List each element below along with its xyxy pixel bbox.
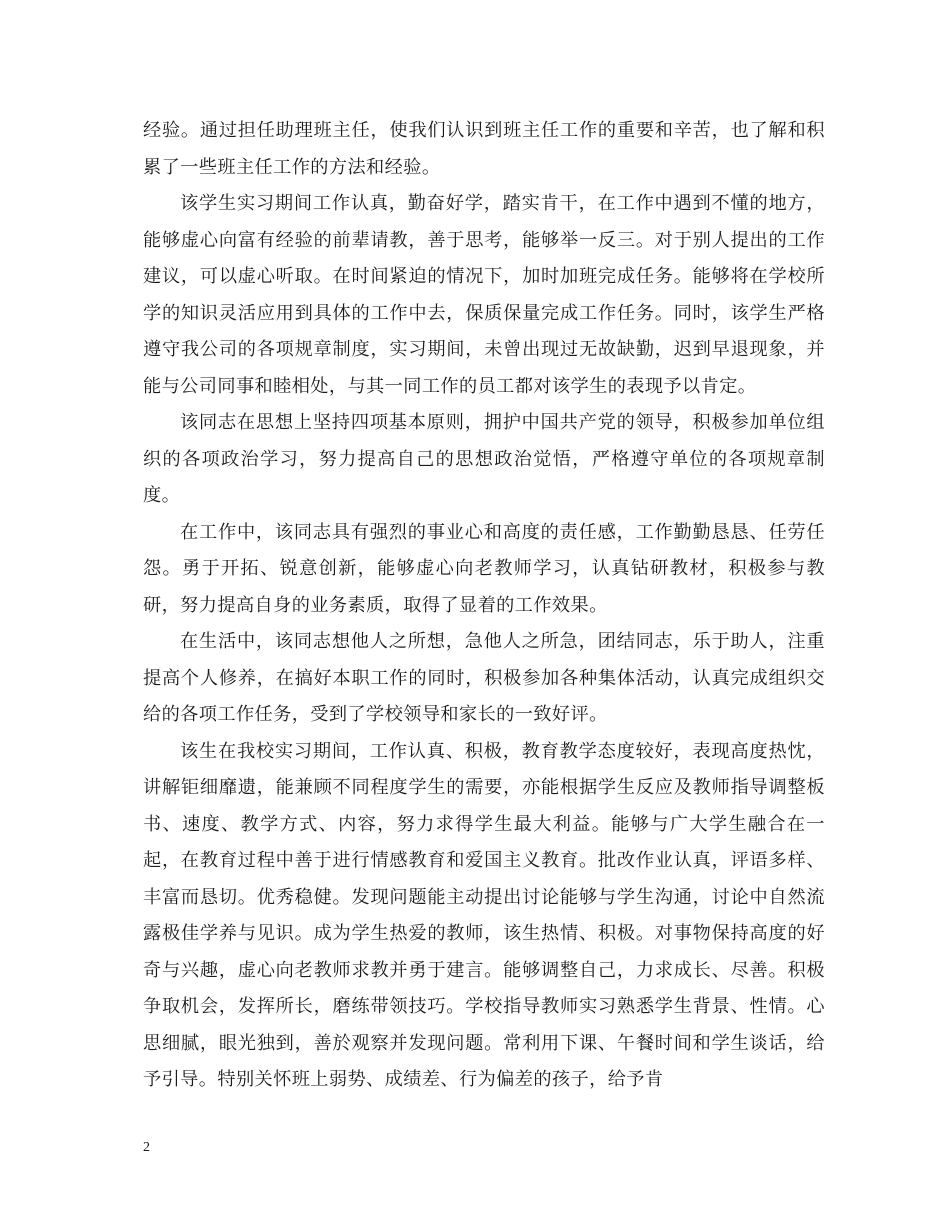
page-number: 2	[143, 1140, 150, 1155]
paragraph-intern-evaluation: 该学生实习期间工作认真，勤奋好学，踏实肯干，在工作中遇到不懂的地方，能够虚心向富有经验的前辈请教，善于思考，能够举一反三。对于别人提出的工作建议，可以虚心听取。在时间紧迫的情况下，加时加班完成任务。能够将在学校所学的知识灵活应用到具体的工作中去，保质保量完成工作任务。同时，该学生严格遵守我公司的各项规章制度，实习期间，未曾出现过无故缺勤，迟到早退现象，并能与公司同事和睦相处，与其一同工作的员工都对该学生的表现予以肯定。	[143, 193, 825, 397]
paragraph-continuation: 经验。通过担任助理班主任，使我们认识到班主任工作的重要和辛苦，也了解和积累了一些班主任工作的方法和经验。	[143, 120, 825, 178]
document-body	[143, 113, 825, 1099]
paragraph-work-attitude: 在工作中，该同志具有强烈的事业心和高度的责任感，工作勤勤恳恳、任劳任怨。勇于开拓、锐意创新，能够虚心向老教师学习，认真钻研教材，积极参与教研，努力提高自身的业务素质，取得了显着的工作效果。	[143, 521, 825, 616]
paragraph-teaching-internship: 该生在我校实习期间，工作认真、积极，教育教学态度较好，表现高度热忱，讲解钜细靡遗，能兼顾不同程度学生的需要，亦能根据学生反应及教师指导调整板书、速度、教学方式、内容，努力求得学生最大利益。能够与广大学生融合在一起，在教育过程中善于进行情感教育和爱国主义教育。批改作业认真，评语多样、丰富而恳切。优秀稳健。发现问题能主动提出讨论能够与学生沟通，讨论中自然流露极佳学养与见识。成为学生热爱的教师，该生热情、积极。对事物保持高度的好奇与兴趣，虚心向老教师求教并勇于建言。能够调整自己，力求成长、尽善。积极争取机会，发挥所长，磨练带领技巧。学校指导教师实习熟悉学生背景、性情。心思细腻，眼光独到，善於观察并发现问题。常利用下课、午餐时间和学生谈话，给予引导。特别关怀班上弱势、成绩差、行为偏差的孩子，给予肯	[143, 740, 825, 1090]
paragraph-personal-life: 在生活中，该同志想他人之所想，急他人之所急，团结同志，乐于助人，注重提高个人修养，在搞好本职工作的同时，积极参加各种集体活动，认真完成组织交给的各项工作任务，受到了学校领导和家长的一致好评。	[143, 631, 825, 725]
paragraph-political-conduct: 该同志在思想上坚持四项基本原则，拥护中国共产党的领导，积极参加单位组织的各项政治学习，努力提高自己的思想政治觉悟，严格遵守单位的各项规章制度。	[143, 412, 825, 506]
